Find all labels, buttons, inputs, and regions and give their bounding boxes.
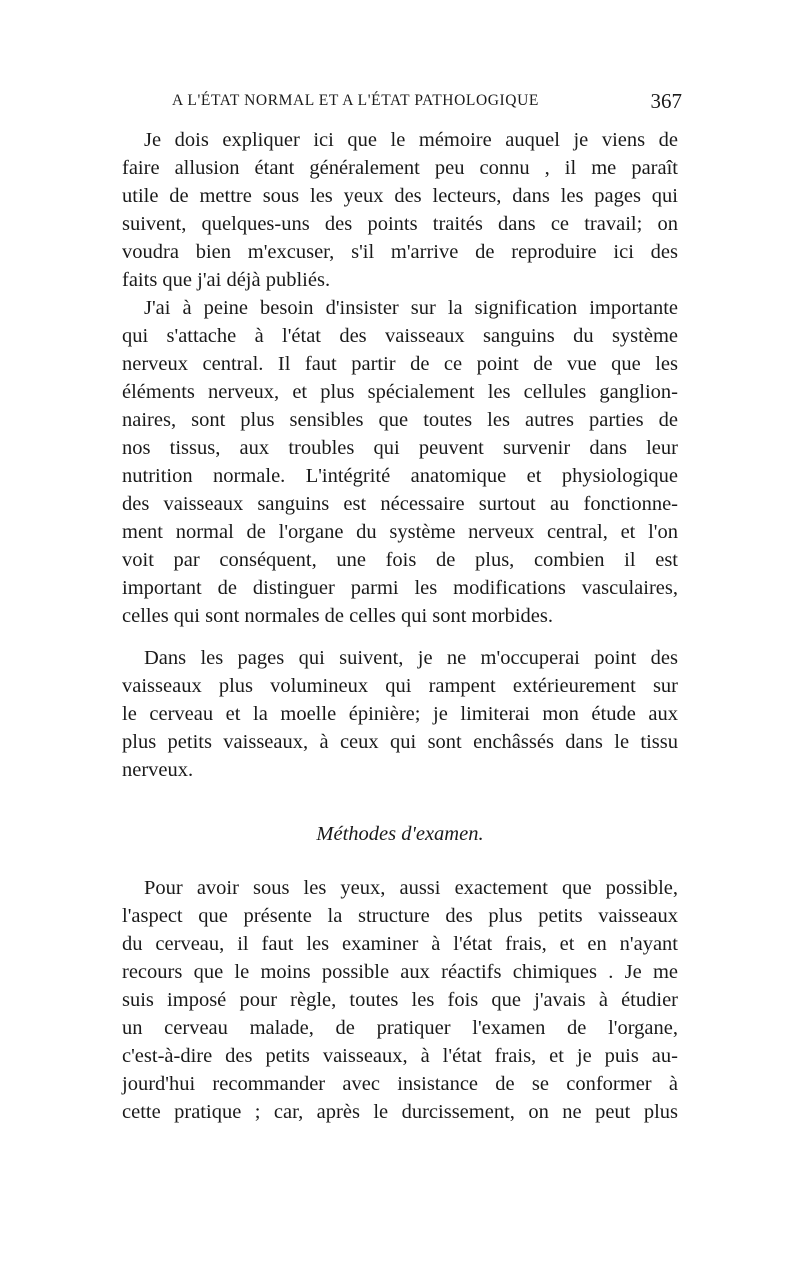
text-line: nerveux central. Il faut partir de ce point de vue que les (122, 353, 678, 375)
text-line: J'ai à peine besoin d'insister sur la signification importante (144, 297, 678, 319)
text-line: faits que j'ai déjà publiés. (122, 269, 331, 291)
section-heading: Méthodes d'examen. (316, 823, 484, 845)
text-line: nos tissus, aux troubles qui peuvent survenir dans leur (122, 437, 678, 459)
text-line: recours que le moins possible aux réactifs chimiques . Je me (122, 961, 678, 983)
text-line: cette pratique ; car, après le durcissement, on ne peut plus (122, 1101, 678, 1123)
text-line: naires, sont plus sensibles que toutes les autres parties de (122, 409, 678, 431)
text-line: suivent, quelques-uns des points traités dans ce travail; on (122, 213, 678, 235)
text-line: faire allusion étant généralement peu connu , il me paraît (122, 157, 678, 179)
text-line: Je dois expliquer ici que le mémoire auquel je viens de (144, 129, 678, 151)
text-line: qui s'attache à l'état des vaisseaux sanguins du système (122, 325, 678, 347)
text-line: Pour avoir sous les yeux, aussi exactement que possible, (144, 877, 678, 899)
text-line: plus petits vaisseaux, à ceux qui sont enchâssés dans le tissu (122, 731, 678, 753)
text-line: utile de mettre sous les yeux des lecteurs, dans les pages qui (122, 185, 678, 207)
text-line: éléments nerveux, et plus spécialement les cellules ganglion- (122, 381, 678, 403)
text-line: des vaisseaux sanguins est nécessaire surtout au fonctionne- (122, 493, 678, 515)
text-line: le cerveau et la moelle épinière; je limiterai mon étude aux (122, 703, 678, 725)
text-line: important de distinguer parmi les modifications vasculaires, (122, 577, 678, 599)
running-head (172, 89, 682, 120)
text-line: suis imposé pour règle, toutes les fois que j'avais à étudier (122, 989, 678, 1011)
text-line: nutrition normale. L'intégrité anatomique et physiologique (122, 465, 678, 487)
page-number: 367 (650, 89, 682, 113)
text-line: l'aspect que présente la structure des plus petits vaisseaux (122, 905, 678, 927)
text-line: ment normal de l'organe du système nerveux central, et l'on (122, 521, 678, 543)
text-line: voudra bien m'excuser, s'il m'arrive de reproduire ici des (122, 241, 678, 263)
text-line: nerveux. (122, 759, 194, 781)
text-line: celles qui sont normales de celles qui sont morbides. (122, 605, 553, 627)
text-line: un cerveau malade, de pratiquer l'examen de l'organe, (122, 1017, 678, 1039)
text-line: voit par conséquent, une fois de plus, combien il est (122, 549, 678, 571)
text-line: Dans les pages qui suivent, je ne m'occuperai point des (144, 647, 678, 669)
text-line: jourd'hui recommander avec insistance de se conformer à (122, 1073, 678, 1095)
running-head-title: A L'ÉTAT NORMAL ET A L'ÉTAT PATHOLOGIQUE (172, 92, 539, 109)
text-line: vaisseaux plus volumineux qui rampent extérieurement sur (122, 675, 678, 697)
text-line: c'est-à-dire des petits vaisseaux, à l'état frais, et je puis au- (122, 1045, 678, 1067)
text-line: du cerveau, il faut les examiner à l'état frais, et en n'ayant (122, 933, 678, 955)
